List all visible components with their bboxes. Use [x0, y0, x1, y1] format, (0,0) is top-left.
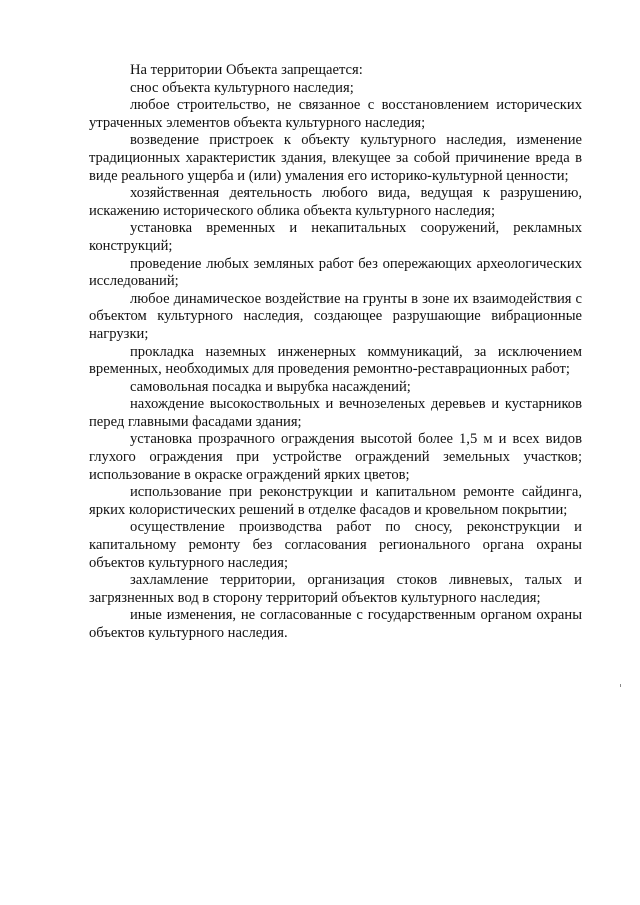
prohibition-item: осуществление производства работ по сносу, реконструкции и капитальному ремонту без согласования регионального органа охраны объектов культурного наследия; [89, 519, 582, 571]
prohibition-item: использование при реконструкции и капитальном ремонте сайдинга, ярких колористических решений в отделке фасадов и кровельном покрытии; [89, 484, 582, 518]
prohibition-item: нахождение высокоствольных и вечнозеленых деревьев и кустарников перед главными фасадами здания; [89, 396, 582, 430]
intro-paragraph: На территории Объекта запрещается: [130, 62, 363, 78]
prohibition-item: снос объекта культурного наследия; [130, 79, 354, 96]
scan-artifact [620, 684, 621, 687]
prohibition-item: хозяйственная деятельность любого вида, ведущая к разрушению, искажению исторического облика объекта культурного наследия; [89, 185, 582, 219]
prohibition-item: проведение любых земляных работ без опережающих археологических исследований; [89, 255, 582, 290]
prohibition-item: захламление территории, организация стоков ливневых, талых и загрязненных вод в сторону территорий объектов культурного наследия; [89, 572, 582, 606]
prohibition-item: самовольная посадка и вырубка насаждений; [130, 378, 411, 395]
prohibition-item: установка временных и некапитальных сооружений, рекламных конструкций; [89, 220, 582, 254]
prohibition-item: прокладка наземных инженерных коммуникаций, за исключением временных, необходимых для проведения ремонтно-реставрационных работ; [89, 343, 582, 378]
document-body [89, 62, 582, 643]
prohibition-item: установка прозрачного ограждения высотой более 1,5 м и всех видов глухого ограждения при устройстве ограждений земельных участков; использование в окраске ограждений ярких цветов; [89, 431, 582, 483]
prohibition-item: возведение пристроек к объекту культурного наследия, изменение традиционных характеристик здания, влекущее за собой причинение вреда в виде реального ущерба и (или) умаления его историко-культурной ценности; [89, 132, 582, 184]
prohibition-item: любое динамическое воздействие на грунты в зоне их взаимодействия с объектом культурного наследия, создающее разрушающие вибрационные нагрузки; [89, 290, 582, 342]
prohibition-item: иные изменения, не согласованные с государственным органом охраны объектов культурного наследия. [89, 607, 582, 641]
prohibition-item: любое строительство, не связанное с восстановлением исторических утраченных элементов объекта культурного наследия; [89, 97, 582, 131]
